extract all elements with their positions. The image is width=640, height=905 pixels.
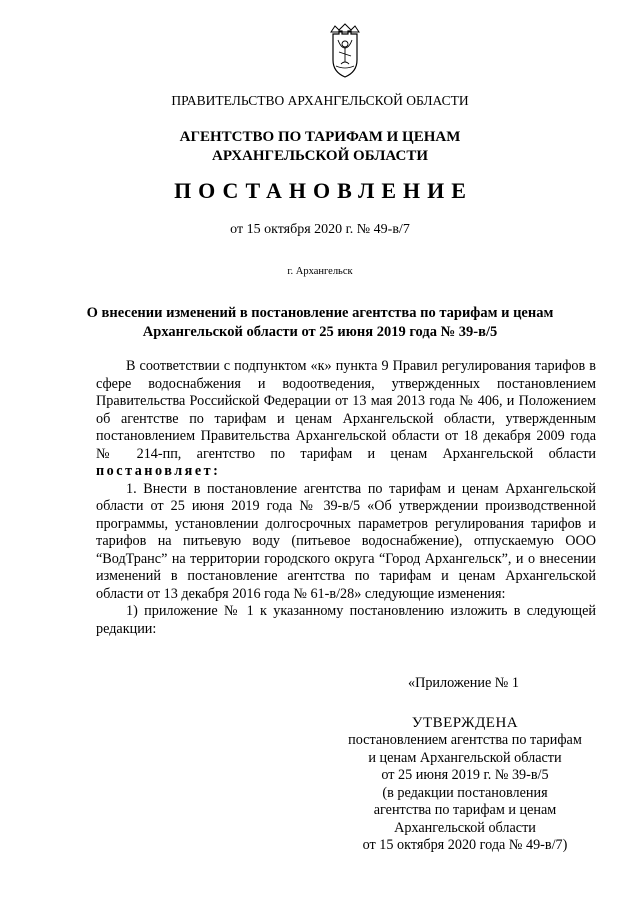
agency-name-line1: АГЕНТСТВО ПО ТАРИФАМ И ЦЕНАМ [179, 129, 461, 145]
approval-line: (в редакции постановления [382, 784, 548, 801]
preamble-text: В соответствии с подпунктом «к» пункта 9 Правил регулирования тарифов в сфере водоснабжения и водоотведения, утвержденных постановлением Правительства Российской Федерации от 13 мая 2013 года № 406, и Положением об агентстве по тарифам и ценам Архангельской области, утвержденным постановлением Правительства Архангельской области от 18 декабря 2009 года № 214-пп, агентство по тарифам и ценам Архангельской области [96, 358, 596, 462]
approval-line: от 25 июня 2019 г. № 39-в/5 [381, 767, 549, 783]
subject-line2: Архангельской области от 25 июня 2019 года № 39-в/5 [142, 324, 498, 340]
document-subject [0, 304, 640, 342]
approval-line: постановлением агентства по тарифам [348, 732, 582, 748]
body-paragraph-subitem-1: 1) приложение № 1 к указанному постановлению изложить в следующей редакции: [96, 603, 596, 637]
approval-line: и ценам Архангельской области [368, 749, 562, 766]
approval-line: Архангельской области [394, 819, 536, 836]
document-date-number: от 15 октября 2020 г. № 49-в/7 [230, 222, 410, 237]
appendix-title: «Приложение № 1 [408, 675, 519, 691]
agency-name [0, 128, 640, 166]
document-city: г. Архангельск [287, 266, 353, 277]
approval-line: от 15 октября 2020 года № 49-в/7) [362, 837, 568, 853]
document-body [96, 358, 596, 638]
appendix-approval-block [330, 675, 600, 855]
approved-heading: УТВЕРЖДЕНА [411, 714, 519, 731]
body-paragraph-preamble [96, 358, 596, 481]
coat-of-arms-emblem [325, 22, 365, 80]
government-name: ПРАВИТЕЛЬСТВО АРХАНГЕЛЬСКОЙ ОБЛАСТИ [171, 93, 469, 108]
agency-name-line2: АРХАНГЕЛЬСКОЙ ОБЛАСТИ [212, 148, 428, 164]
subject-line1: О внесении изменений в постановление агентства по тарифам и ценам [86, 305, 554, 321]
approval-line: агентства по тарифам и ценам [373, 802, 557, 818]
resolves-keyword: постановляет: [96, 463, 221, 479]
body-paragraph-item-1: 1. Внести в постановление агентства по тарифам и ценам Архангельской области от 25 июня 2019 года № 39-в/5 «Об утверждении производственной программы, установлении долгосрочных параметров регулирования тарифов и тарифов на питьевую воду (питьевое водоснабжение), отпускаемую ООО “ВодТранс” на территории городского округа “Город Архангельск”, и о внесении изменений в постановление агентства по тарифам и ценам Архангельской области от 13 декабря 2016 года № 61-в/28» следующие изменения: [96, 480, 596, 602]
document-type: ПОСТАНОВЛЕНИЕ [174, 178, 473, 203]
